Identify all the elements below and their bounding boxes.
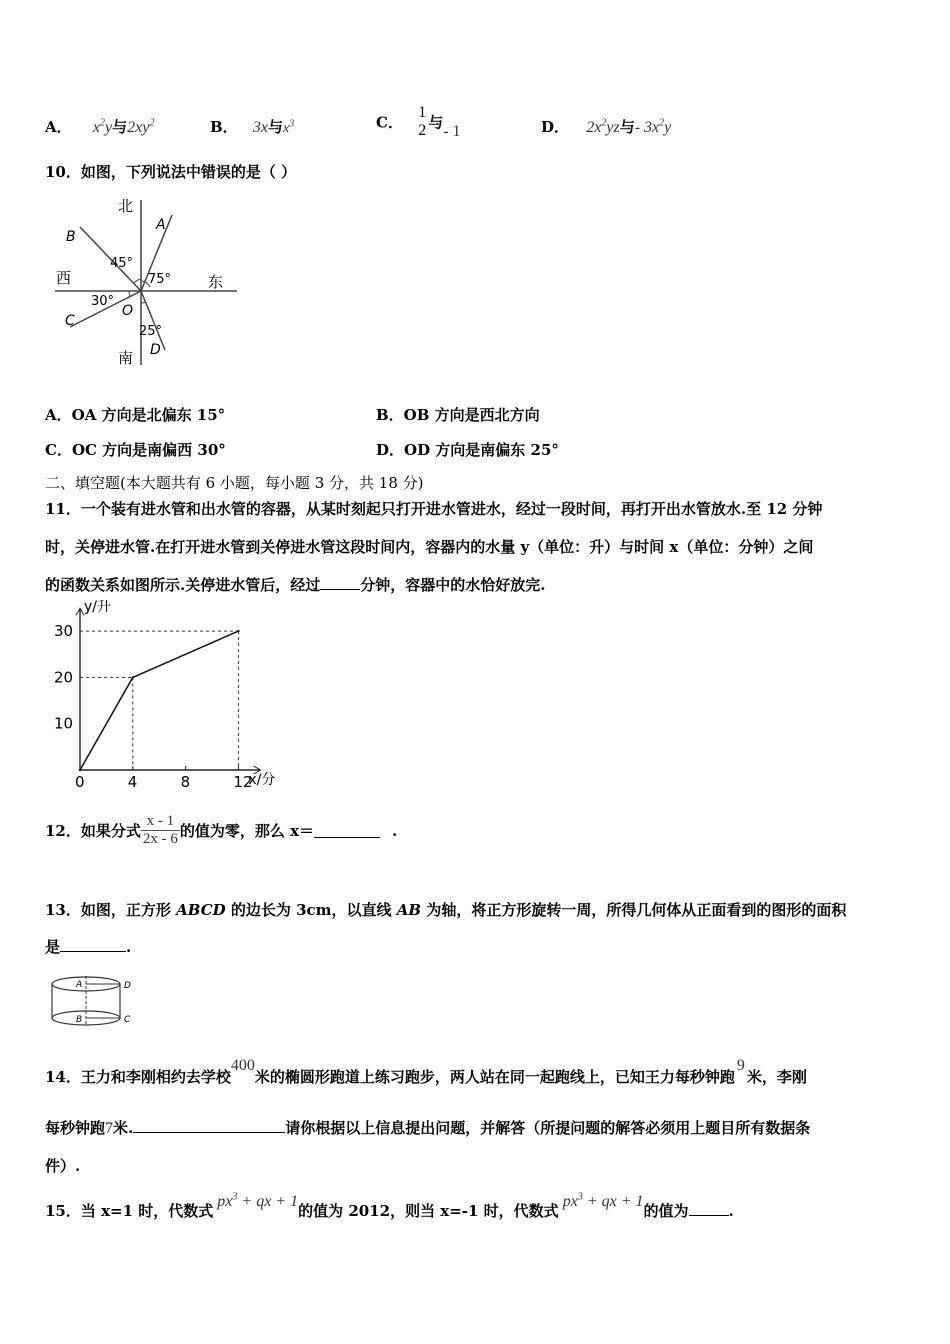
label-75: 75° — [148, 272, 172, 287]
y-tick-label: 10 — [54, 714, 74, 733]
label-25: 25° — [139, 324, 163, 339]
q13-ab: AB — [396, 901, 422, 919]
water-chart — [40, 600, 300, 800]
y-tick-label: 30 — [54, 622, 74, 641]
q14-line1 — [45, 1057, 807, 1087]
arc-45 — [134, 279, 141, 283]
y-axis-label: y/升 — [84, 600, 112, 616]
q12-text-post: 的值为零，那么 x＝ — [179, 822, 315, 840]
q14-text: 请你根据以上信息提出问题，并解答（所提问题的解答必须用上题目所有数据条 — [285, 1119, 811, 1137]
label-a: A — [156, 217, 166, 233]
q9-option-c — [376, 104, 461, 141]
q15-expr-1: $px^3$ + qx + 1 — [217, 1191, 299, 1210]
label-o: O — [122, 303, 134, 319]
q13-text: 13．如图，正方形 — [45, 901, 177, 919]
label-east: 东 — [208, 273, 224, 291]
q15-text: 15．当 x=1 时，代数式 — [45, 1202, 214, 1220]
label-30: 30° — [91, 294, 115, 309]
q14-text: 米. — [113, 1119, 134, 1137]
label-d: D — [150, 342, 161, 358]
data-point — [237, 630, 239, 632]
connector: 与 — [428, 113, 444, 132]
option-label: B． — [210, 118, 238, 136]
label-b: B — [76, 1015, 83, 1025]
math-expr: $x^3$ — [283, 118, 295, 136]
q10-option-c: C．OC 方向是南偏西 30° — [45, 441, 226, 459]
answer-blank[interactable] — [689, 1201, 729, 1216]
connector: 与 — [619, 118, 635, 136]
q11-line3-text-end: 分钟，容器中的水恰好放完. — [360, 576, 546, 594]
y-tick-label: 20 — [54, 668, 74, 687]
label-b: B — [66, 229, 76, 245]
q12-end: . — [392, 821, 398, 840]
q12-line — [45, 813, 397, 848]
series-segment — [80, 677, 133, 770]
option-label: D． — [541, 118, 570, 136]
option-label: C． — [376, 113, 403, 132]
q14-num-400: 400 — [230, 1057, 255, 1074]
q15-expr-2: $px^3$ + qx + 1 — [562, 1191, 644, 1210]
q15-end: . — [728, 1202, 734, 1220]
q15-text: 的值为 2012，则当 x=-1 时，代数式 — [298, 1202, 559, 1220]
q14-num-9: 9 — [736, 1057, 745, 1074]
q11-line2: 时，关停进水管.在打开进水管到关停进水管这段时间内，容器内的水量 y（单位：升）与时间 x（单位：分钟）之间 — [45, 538, 814, 556]
label-west: 西 — [56, 269, 72, 287]
q14-text: 米，李刚 — [746, 1068, 807, 1086]
label-north: 北 — [118, 197, 134, 215]
x-tick-label: 12 — [233, 773, 253, 791]
q10-option-b: B．OB 方向是西北方向 — [376, 406, 540, 424]
label-south: 南 — [118, 349, 134, 367]
answer-blank[interactable] — [60, 937, 126, 952]
q9-option-b — [210, 116, 294, 137]
data-point — [132, 676, 134, 678]
connector: 与 — [268, 118, 284, 136]
math-expr: $x^2y$ — [92, 117, 113, 136]
label-c: C — [124, 1015, 131, 1025]
q15-line — [45, 1191, 734, 1221]
section-heading: 二、填空题(本大题共有 6 小题，每小题 3 分，共 18 分) — [45, 474, 424, 492]
q12-text: 12．如果分式 — [45, 822, 141, 840]
x-axis-label: x/分 — [248, 772, 276, 788]
q11-line3 — [45, 574, 545, 595]
x-tick-label: 8 — [180, 773, 191, 791]
q14-line2 — [45, 1117, 810, 1138]
fraction: 1 2 — [418, 104, 427, 139]
math-expr: $2x^2yz$ — [586, 117, 620, 136]
cylinder-figure — [48, 970, 148, 1032]
math-expr: $2xy^2$ — [127, 117, 155, 136]
q13-line1 — [45, 899, 846, 920]
q13-text: 的边长为 3cm，以直线 — [225, 901, 397, 919]
label-c: C — [65, 313, 75, 329]
label-a: A — [76, 980, 83, 990]
q14-text: 米的椭圆形跑道上练习跑步，两人站在同一起跑线上，已知王力每秒钟跑 — [254, 1068, 735, 1086]
q9-option-d — [541, 116, 671, 137]
q9-option-a — [45, 116, 154, 137]
answer-blank[interactable] — [320, 575, 360, 590]
math-expr: - 1 — [443, 123, 461, 140]
q13-text: 为轴，将正方形旋转一周，所得几何体从正面看到的图形的面积 — [421, 901, 847, 919]
q13-abcd: ABCD — [176, 901, 226, 919]
answer-blank[interactable] — [133, 1118, 285, 1133]
label-d: D — [124, 981, 131, 991]
math-expr: 3x — [252, 119, 269, 136]
math-expr: - $3x^2y$ — [634, 117, 672, 136]
q13-text: 是 — [45, 938, 61, 956]
x-tick-label: 0 — [75, 773, 85, 791]
q13-end: . — [126, 938, 132, 956]
q11-line1: 11．一个装有进水管和出水管的容器，从某时刻起只打开进水管进水，经过一段时间，再打开出水管放水.至 12 分钟 — [45, 500, 823, 518]
option-label: A． — [45, 118, 72, 136]
q10-option-d: D．OD 方向是南偏东 25° — [376, 441, 559, 459]
q14-line3: 件）. — [45, 1157, 81, 1175]
data-point — [79, 769, 81, 771]
q10-stem: 10．如图，下列说法中错误的是（ ） — [45, 163, 297, 181]
q15-text: 的值为 — [643, 1202, 689, 1220]
x-tick-label: 4 — [127, 773, 138, 791]
q14-text: 14．王力和李刚相约去学校 — [45, 1068, 231, 1086]
q10-option-a: A．OA 方向是北偏东 15° — [45, 406, 226, 424]
label-45: 45° — [110, 256, 134, 271]
q11-line3-text: 的函数关系如图所示.关停进水管后，经过 — [45, 576, 321, 594]
answer-blank[interactable] — [314, 823, 380, 838]
q14-text: 每秒钟跑 — [45, 1119, 106, 1137]
connector: 与 — [112, 118, 128, 136]
q14-num-7: 7 — [105, 1120, 114, 1137]
q12-fraction: $\frac{x - 1}{2x - 6}$ — [142, 813, 178, 847]
compass-figure — [50, 195, 245, 370]
q13-line2 — [45, 936, 131, 957]
series-segment — [133, 631, 239, 677]
